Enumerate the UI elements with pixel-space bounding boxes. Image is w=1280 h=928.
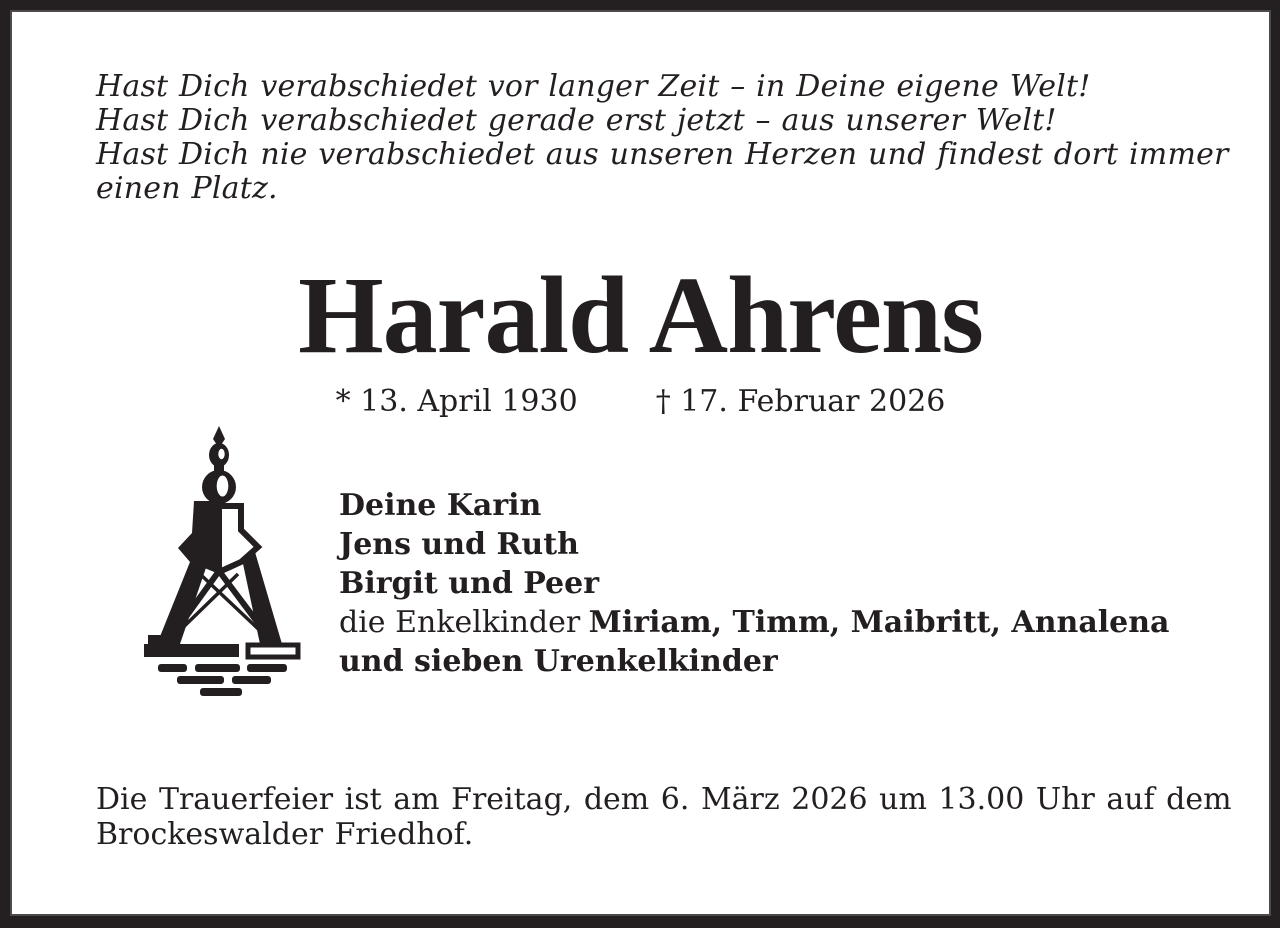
kugelbake-beacon-icon: [134, 426, 304, 696]
funeral-line: Die Trauerfeier ist am Freitag, dem 6. März 2026 um 13.00 Uhr auf dem: [96, 782, 1232, 817]
mourners-block: [339, 486, 1170, 681]
epigraph-line: einen Platz.: [96, 171, 278, 206]
grandchildren-prefix: die Enkelkinder: [339, 605, 581, 640]
deceased-name: Harald Ahrens: [298, 254, 983, 376]
death-date: † 17. Februar 2026: [655, 384, 946, 419]
epigraph-line: Hast Dich nie verabschiedet aus unseren Herzen und findest dort immer: [96, 137, 1229, 172]
grandchildren-names: Miriam, Timm, Maibritt, Annalena: [588, 605, 1170, 640]
funeral-info: [96, 782, 1232, 852]
great-grandchildren-line: und sieben Urenkelkinder: [339, 644, 778, 679]
epigraph-line: Hast Dich verabschiedet gerade erst jetzt – aus unserer Welt!: [96, 103, 1057, 138]
life-dates: [12, 384, 1269, 420]
epigraph-verse: [96, 70, 1229, 206]
epigraph-line: Hast Dich verabschiedet vor langer Zeit – in Deine eigene Welt!: [96, 69, 1091, 104]
mourner-line: Deine Karin: [339, 488, 542, 523]
grandchildren-line: [339, 603, 1170, 642]
birth-date: * 13. April 1930: [335, 384, 578, 419]
mourner-line: Jens und Ruth: [339, 527, 579, 562]
obituary-card: [10, 10, 1271, 916]
mourner-line: Birgit und Peer: [339, 566, 600, 601]
funeral-line: Brockeswalder Friedhof.: [96, 817, 474, 852]
